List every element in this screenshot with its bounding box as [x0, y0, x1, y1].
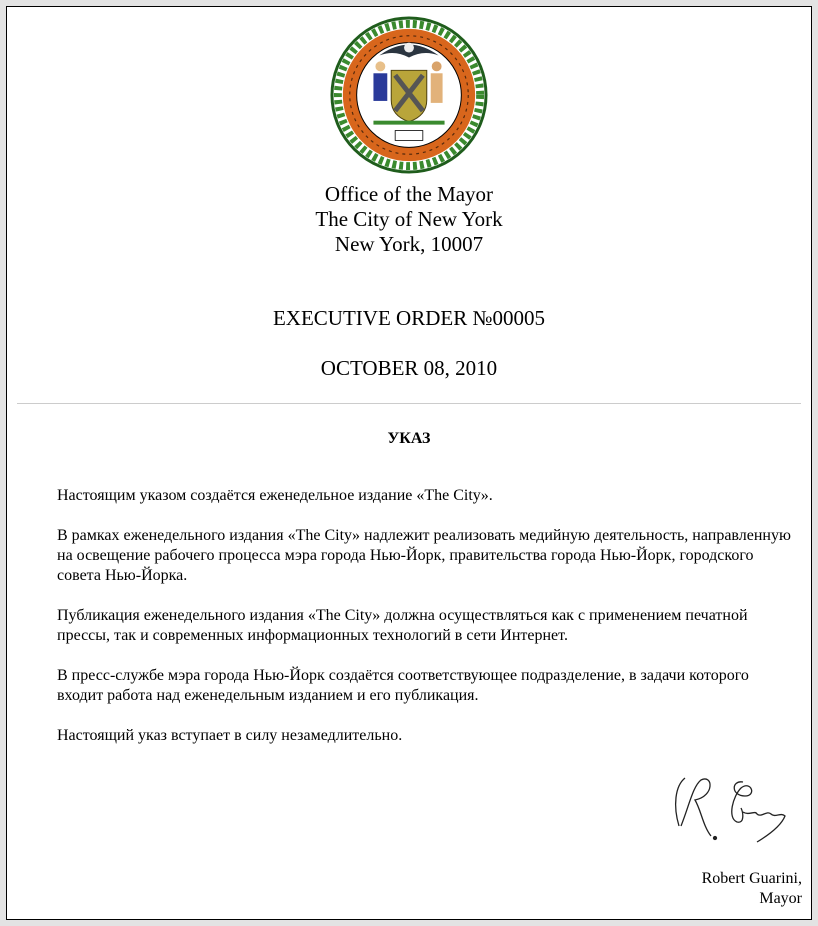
document-frame — [6, 6, 812, 920]
document-title: УКАЗ — [387, 430, 431, 447]
paragraph: Настоящим указом создаётся еженедельное издание «The City». — [57, 487, 493, 504]
paragraph: Публикация еженедельного издания «The City» должна осуществляться как с применением печатной прессы, так и современных информационных технологий в сети Интернет. — [57, 607, 748, 644]
divider — [17, 403, 801, 404]
order-number: EXECUTIVE ORDER №00005 — [272, 306, 545, 330]
office-line: The City of New York — [315, 207, 503, 231]
order-date: OCTOBER 08, 2010 — [320, 356, 498, 380]
office-line: Office of the Mayor — [324, 182, 494, 206]
office-line: New York, 10007 — [334, 232, 484, 256]
signer-position: Mayor — [759, 890, 802, 907]
document-body — [57, 486, 797, 746]
paragraph: Настоящий указ вступает в силу незамедлительно. — [57, 727, 403, 744]
office-address — [7, 182, 811, 257]
handwritten-signature — [671, 766, 801, 856]
signature-container — [7, 766, 811, 861]
nyc-seal-logo — [330, 15, 488, 175]
paragraph: В рамках еженедельного издания «The City» надлежит реализовать медийную деятельность, направленную на освещение рабочего процесса мэра города Нью-Йорк, правительства города Нью-Йорк, городского совета Нью-Йорка. — [57, 527, 791, 584]
seal-container — [7, 7, 811, 175]
signer-name: Robert Guarini, — [701, 870, 802, 887]
signer-block — [7, 861, 811, 919]
paragraph: В пресс-службе мэра города Нью-Йорк создаётся соответствующее подразделение, в задачи которого входит работа над еженедельным изданием и его публикация. — [57, 667, 749, 704]
